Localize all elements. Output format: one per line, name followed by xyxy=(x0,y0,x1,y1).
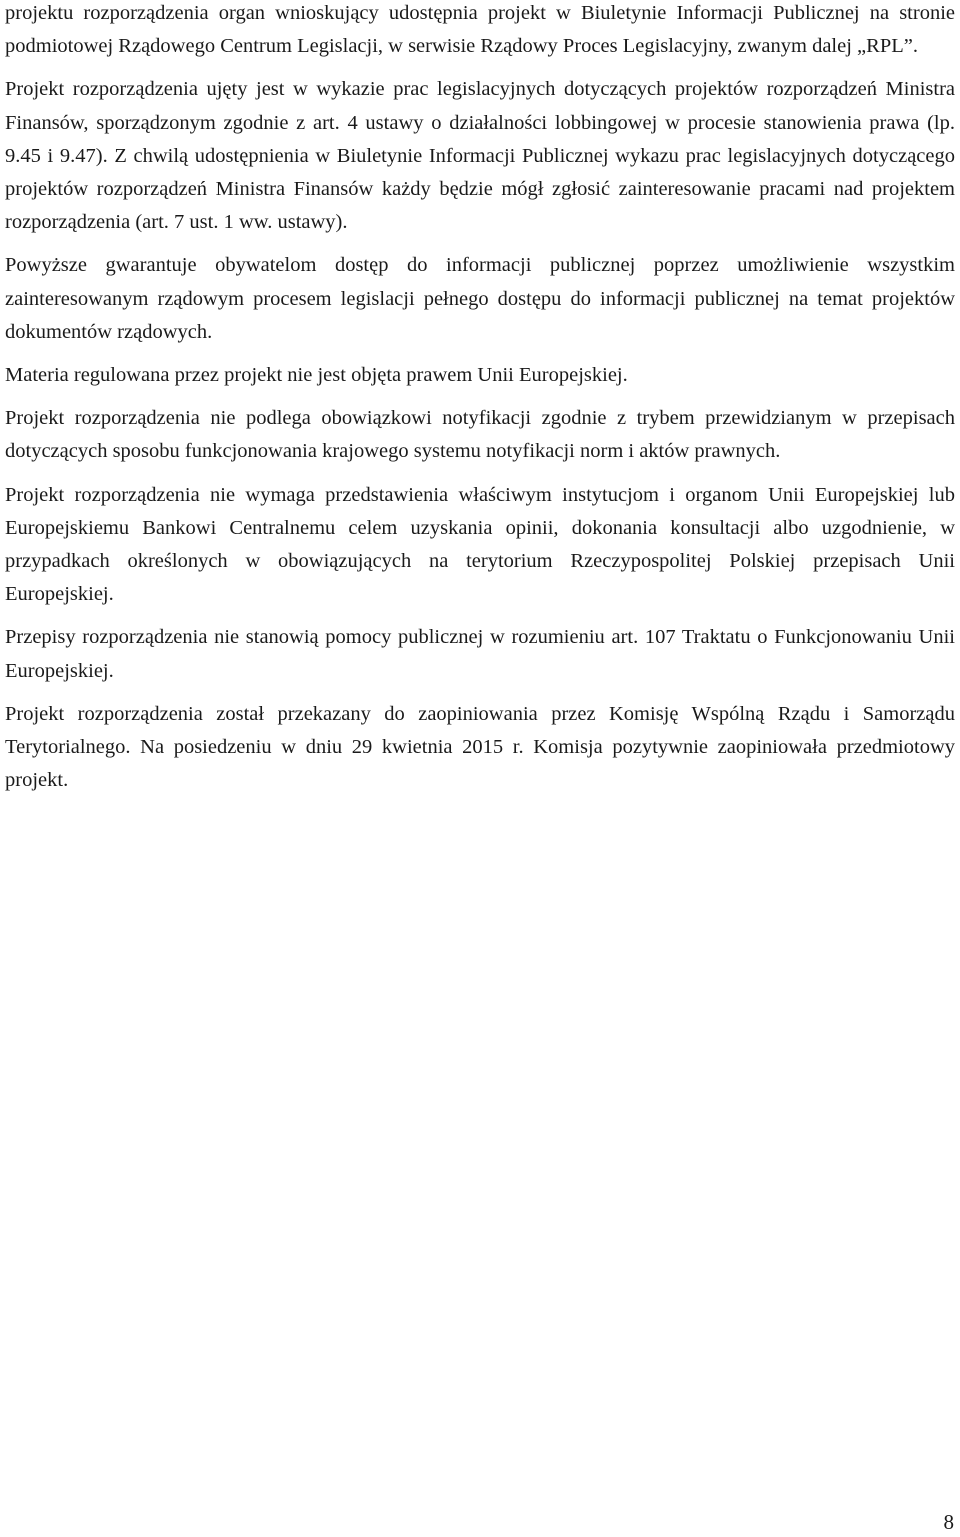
paragraph-eu-law-scope: Materia regulowana przez projekt nie jest objęta prawem Unii Europejskiej. xyxy=(5,364,628,387)
paragraph-notification: Projekt rozporządzenia nie podlega obowiązkowi notyfikacji zgodnie z trybem przewidzianym w przepisach dotyczących sposobu funkcjonowania krajowego systemu notyfikacji norm i aktów prawnych. xyxy=(5,407,955,463)
paragraph-rpl-publication: projektu rozporządzenia organ wnioskujący udostępnia projekt w Biuletynie Informacji Publicznej na stronie podmiotowej Rządowego Centrum Legislacji, w serwisie Rządowy Proces Legislacyjny, zwanym dalej „RPL”. xyxy=(5,2,955,58)
paragraph-eu-institutions-opinion: Projekt rozporządzenia nie wymaga przedstawienia właściwym instytucjom i organom Unii Europejskiej lub Europejskiemu Bankowi Centralnemu celem uzyskania opinii, dokonania konsultacji albo uzgodnienie, w przypadkach określonych w obowiązujących na terytorium Rzeczypospolitej Polskiej przepisach Unii Europejskiej. xyxy=(5,483,955,606)
paragraph-legislative-work-list: Projekt rozporządzenia ujęty jest w wykazie prac legislacyjnych dotyczących projektów rozporządzeń Ministra Finansów, sporządzonym zgodnie z art. 4 ustawy o działalności lobbingowej w procesie stanowienia prawa (lp. 9.45 i 9.47). Z chwilą udostępnienia w Biuletynie Informacji Publicznej wykazu prac legislacyjnych dotyczącego projektów rozporządzeń Ministra Finansów każdy będzie mógł zgłosić zainteresowanie pracami nad projektem rozporządzenia (art. 7 ust. 1 ww. ustawy). xyxy=(5,78,955,234)
page-number: 8 xyxy=(943,1510,954,1534)
paragraph-public-information-access: Powyższe gwarantuje obywatelom dostęp do informacji publicznej poprzez umożliwienie wszystkim zainteresowanym rządowym procesem legislacji pełnego dostępu do informacji publicznej na temat projektów dokumentów rządowych. xyxy=(5,254,955,343)
paragraph-state-aid: Przepisy rozporządzenia nie stanowią pomocy publicznej w rozumieniu art. 107 Traktatu o Funkcjonowaniu Unii Europejskiej. xyxy=(5,626,955,682)
document-page xyxy=(5,0,955,807)
paragraph-joint-commission: Projekt rozporządzenia został przekazany do zaopiniowania przez Komisję Wspólną Rządu i Samorządu Terytorialnego. Na posiedzeniu w dniu 29 kwietnia 2015 r. Komisja pozytywnie zaopiniowała przedmiotowy projekt. xyxy=(5,702,955,792)
